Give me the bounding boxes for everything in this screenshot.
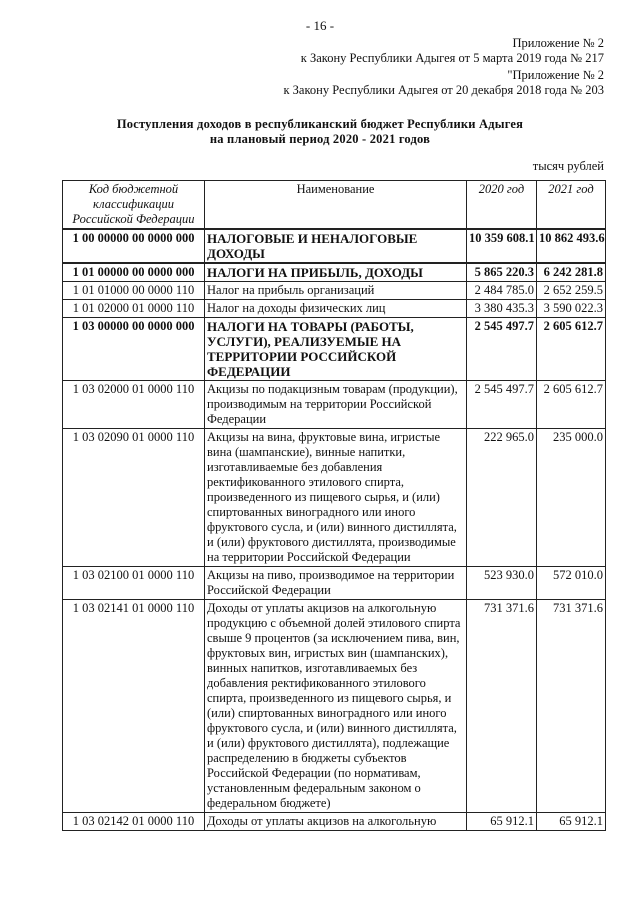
row-value-2021: 2 605 612.7: [537, 318, 606, 381]
row-value-2021: 235 000.0: [537, 429, 606, 567]
row-value-2021: 10 862 493.6: [537, 229, 606, 263]
table-row: [63, 381, 606, 429]
row-value-2020: 10 359 608.1: [467, 229, 537, 263]
table-row: [63, 429, 606, 567]
table-row: [63, 229, 606, 263]
table-row: [63, 263, 606, 282]
row-value-2020: 2 484 785.0: [467, 282, 537, 300]
row-code: 1 03 02142 01 0000 110: [63, 813, 205, 831]
row-value-2021: 3 590 022.3: [537, 300, 606, 318]
row-value-2021: 2 605 612.7: [537, 381, 606, 429]
row-code: 1 01 02000 01 0000 110: [63, 300, 205, 318]
revenue-table: [62, 180, 606, 831]
table-row: [63, 282, 606, 300]
row-value-2021: 731 371.6: [537, 600, 606, 813]
row-value-2020: 5 865 220.3: [467, 263, 537, 282]
page-number: - 16 -: [305, 18, 335, 33]
appendix-original-title: "Приложение № 2: [507, 68, 604, 82]
row-value-2020: 2 545 497.7: [467, 381, 537, 429]
row-code: 1 03 02090 01 0000 110: [63, 429, 205, 567]
appendix-current-law: к Закону Республики Адыгея от 5 марта 2019 года № 217: [300, 51, 604, 65]
row-value-2020: 65 912.1: [467, 813, 537, 831]
table-row: [63, 567, 606, 600]
row-name: Налог на доходы физических лиц: [205, 300, 467, 318]
row-name: НАЛОГОВЫЕ И НЕНАЛОГОВЫЕ ДОХОДЫ: [205, 229, 467, 263]
row-name: Акцизы на пиво, производимое на территории Российской Федерации: [205, 567, 467, 600]
appendix-original: [283, 68, 604, 98]
row-value-2021: 6 242 281.8: [537, 263, 606, 282]
row-value-2020: 731 371.6: [467, 600, 537, 813]
table-row: [63, 600, 606, 813]
row-code: 1 03 02100 01 0000 110: [63, 567, 205, 600]
table-header-row: [63, 181, 606, 230]
row-name: Доходы от уплаты акцизов на алкогольную: [205, 813, 467, 831]
row-code: 1 01 01000 00 0000 110: [63, 282, 205, 300]
table-row: [63, 300, 606, 318]
document-title-line2: на плановый период 2020 - 2021 годов: [209, 132, 431, 146]
row-value-2021: 2 652 259.5: [537, 282, 606, 300]
units-label: тысяч рублей: [532, 159, 604, 173]
row-name: НАЛОГИ НА ПРИБЫЛЬ, ДОХОДЫ: [205, 263, 467, 282]
row-value-2020: 222 965.0: [467, 429, 537, 567]
row-name: Акцизы по подакцизным товарам (продукции), производимым на территории Российской Федерации: [205, 381, 467, 429]
row-value-2020: 2 545 497.7: [467, 318, 537, 381]
row-name: Акцизы на вина, фруктовые вина, игристые вина (шампанские), винные напитки, изготавливаемые без добавления ректификованного этилового спирта, произведенного из пищевого сырья, и (или) спиртованных виноградного или иного фруктового сусла, и (или) винного дистиллята, и (или) фруктового дистиллята, производимые на территории Российской Федерации: [205, 429, 467, 567]
row-code: 1 01 00000 00 0000 000: [63, 263, 205, 282]
appendix-current: [301, 36, 604, 66]
appendix-current-title: Приложение № 2: [512, 36, 604, 50]
header-code: Код бюджетной классификации Российской Федерации: [63, 181, 205, 230]
appendix-original-law: к Закону Республики Адыгея от 20 декабря 2018 года № 203: [283, 83, 604, 97]
header-2021: 2021 год: [537, 181, 606, 230]
table-row: [63, 318, 606, 381]
row-name: Доходы от уплаты акцизов на алкогольную продукцию с объемной долей этилового спирта свыше 9 процентов (за исключением пива, вин, фруктовых вин, игристых вин (шампанских), винных напитков, изготавливаемых без добавления ректификованного этилового спирта, произведенного из пищевого сырья, и (или) спиртованных виноградного или иного фруктового сусла, и (или) винного дистиллята, и (или) фруктового дистиллята), подлежащие распределению в бюджеты субъектов Российской Федерации (по нормативам, установленным федеральным законом о федеральном бюджете): [205, 600, 467, 813]
row-value-2021: 65 912.1: [537, 813, 606, 831]
row-value-2020: 523 930.0: [467, 567, 537, 600]
row-name: НАЛОГИ НА ТОВАРЫ (РАБОТЫ, УСЛУГИ), РЕАЛИЗУЕМЫЕ НА ТЕРРИТОРИИ РОССИЙСКОЙ ФЕДЕРАЦИИ: [205, 318, 467, 381]
row-code: 1 00 00000 00 0000 000: [63, 229, 205, 263]
row-value-2021: 572 010.0: [537, 567, 606, 600]
row-name: Налог на прибыль организаций: [205, 282, 467, 300]
row-code: 1 03 00000 00 0000 000: [63, 318, 205, 381]
header-name: Наименование: [205, 181, 467, 230]
document-title: [0, 117, 640, 147]
table-row: [63, 813, 606, 831]
header-2020: 2020 год: [467, 181, 537, 230]
row-value-2020: 3 380 435.3: [467, 300, 537, 318]
document-title-line1: Поступления доходов в республиканский бюджет Республики Адыгея: [116, 117, 524, 131]
row-code: 1 03 02000 01 0000 110: [63, 381, 205, 429]
row-code: 1 03 02141 01 0000 110: [63, 600, 205, 813]
